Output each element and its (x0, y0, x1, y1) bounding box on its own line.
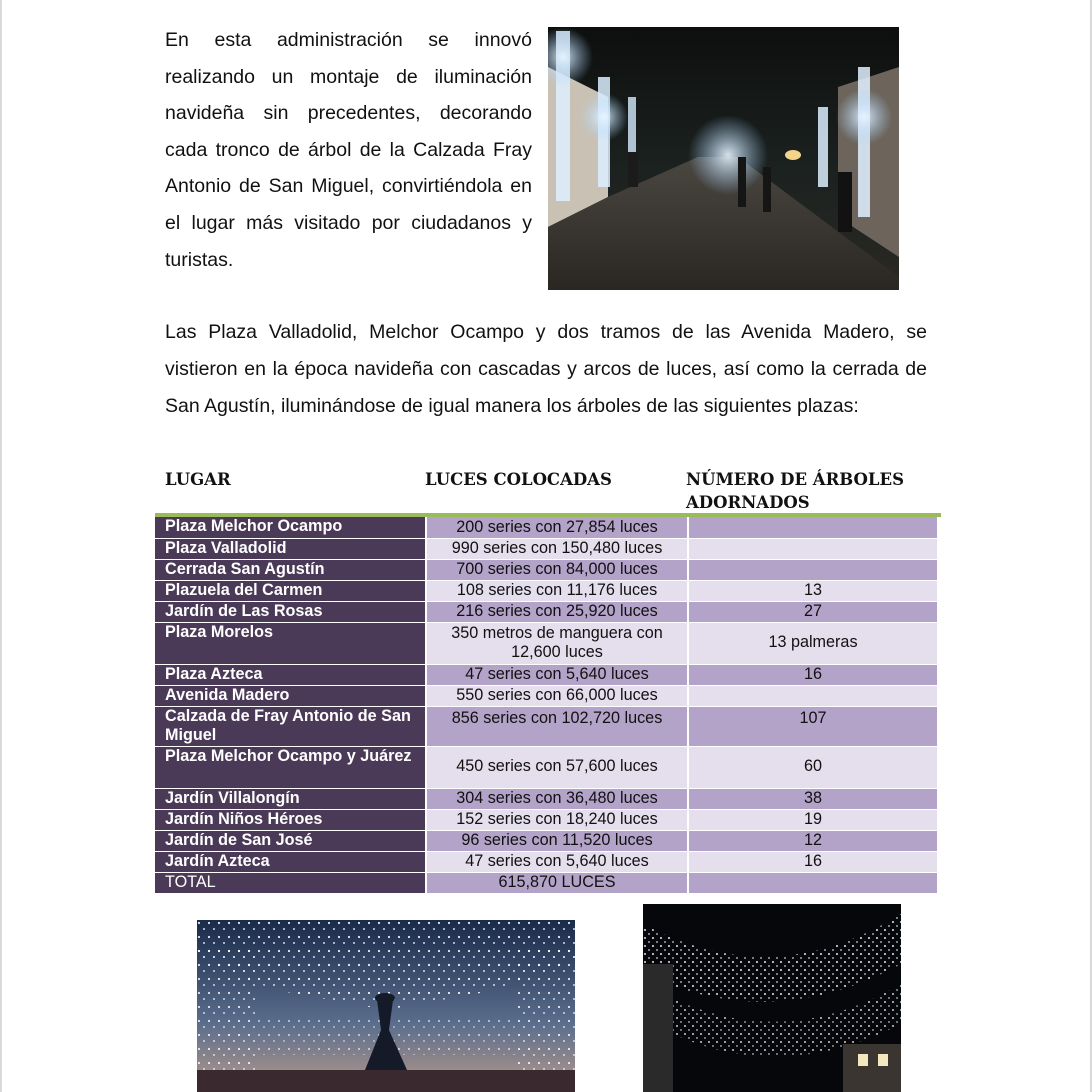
cell-arboles (688, 538, 937, 559)
cell-arboles: 16 (688, 664, 937, 685)
cell-luces: 450 series con 57,600 luces (426, 746, 688, 788)
table-row (155, 538, 937, 559)
cell-lugar: Avenida Madero (155, 685, 426, 706)
cell-luces: 990 series con 150,480 luces (426, 538, 688, 559)
photo-street-light-canopy (643, 904, 901, 1092)
cell-lugar: Calzada de Fray Antonio de San Miguel (155, 706, 426, 746)
lights-table (155, 517, 937, 894)
table-row (155, 809, 937, 830)
cell-lugar: Plaza Melchor Ocampo (155, 517, 426, 538)
cell-lugar: Jardín Villalongín (155, 788, 426, 809)
cell-lugar: Plazuela del Carmen (155, 580, 426, 601)
cell-luces: 350 metros de manguera con 12,600 luces (426, 622, 688, 664)
cell-lugar: Jardín Niños Héroes (155, 809, 426, 830)
cell-arboles (688, 559, 937, 580)
cell-lugar: Jardín de San José (155, 830, 426, 851)
cell-luces: 550 series con 66,000 luces (426, 685, 688, 706)
cell-lugar: Jardín Azteca (155, 851, 426, 872)
cell-arboles: 19 (688, 809, 937, 830)
cell-luces: 856 series con 102,720 luces (426, 706, 688, 746)
table-row (155, 851, 937, 872)
cell-luces: 615,870 LUCES (426, 872, 688, 893)
cell-luces: 700 series con 84,000 luces (426, 559, 688, 580)
cell-luces: 152 series con 18,240 luces (426, 809, 688, 830)
photo-calzada-illuminated-trees (548, 27, 899, 290)
cell-lugar: Plaza Azteca (155, 664, 426, 685)
cell-arboles: 60 (688, 746, 937, 788)
table-row-total (155, 872, 937, 893)
table-row (155, 601, 937, 622)
cell-arboles: 12 (688, 830, 937, 851)
cell-luces: 216 series con 25,920 luces (426, 601, 688, 622)
cell-luces: 108 series con 11,176 luces (426, 580, 688, 601)
table-row (155, 746, 937, 788)
cell-arboles (688, 685, 937, 706)
page-edge (0, 0, 2, 1092)
cell-arboles: 16 (688, 851, 937, 872)
cell-luces: 47 series con 5,640 luces (426, 851, 688, 872)
cell-arboles: 13 (688, 580, 937, 601)
cell-luces: 47 series con 5,640 luces (426, 664, 688, 685)
cell-lugar: Plaza Melchor Ocampo y Juárez (155, 746, 426, 788)
table-row (155, 559, 937, 580)
cell-arboles: 27 (688, 601, 937, 622)
table-row (155, 706, 937, 746)
cell-lugar: Cerrada San Agustín (155, 559, 426, 580)
table-row (155, 830, 937, 851)
cell-luces: 200 series con 27,854 luces (426, 517, 688, 538)
table-row (155, 685, 937, 706)
cell-lugar: TOTAL (155, 872, 426, 893)
cell-arboles (688, 517, 937, 538)
cell-arboles (688, 872, 937, 893)
table-row (155, 580, 937, 601)
intro-paragraph: En esta administración se innovó realizando un montaje de iluminación navideña sin precedentes, decorando cada tronco de árbol de la Calzada Fray Antonio de San Miguel, convirtiéndola en el lugar más visitado por ciudadanos y turistas. (165, 29, 532, 271)
table-row (155, 517, 937, 538)
table-row (155, 664, 937, 685)
second-paragraph: Las Plaza Valladolid, Melchor Ocampo y dos tramos de las Avenida Madero, se vistieron en la época navideña con cascadas y arcos de luces, así como la cerrada de San Agustín, iluminándose de igual manera los árboles de las siguientes plazas: (165, 321, 927, 417)
cell-lugar: Plaza Valladolid (155, 538, 426, 559)
cell-arboles: 38 (688, 788, 937, 809)
photo-plaza-light-cascades (197, 920, 575, 1092)
column-header-lugar: LUGAR (165, 470, 231, 489)
cell-arboles: 107 (688, 706, 937, 746)
cell-luces: 304 series con 36,480 luces (426, 788, 688, 809)
cell-luces: 96 series con 11,520 luces (426, 830, 688, 851)
column-header-arboles: NÚMERO DE ÁRBOLES ADORNADOS (686, 470, 905, 512)
cell-arboles: 13 palmeras (688, 622, 937, 664)
column-header-luces: LUCES COLOCADAS (425, 470, 612, 489)
cell-lugar: Plaza Morelos (155, 622, 426, 664)
cell-lugar: Jardín de Las Rosas (155, 601, 426, 622)
table-row (155, 622, 937, 664)
table-row (155, 788, 937, 809)
